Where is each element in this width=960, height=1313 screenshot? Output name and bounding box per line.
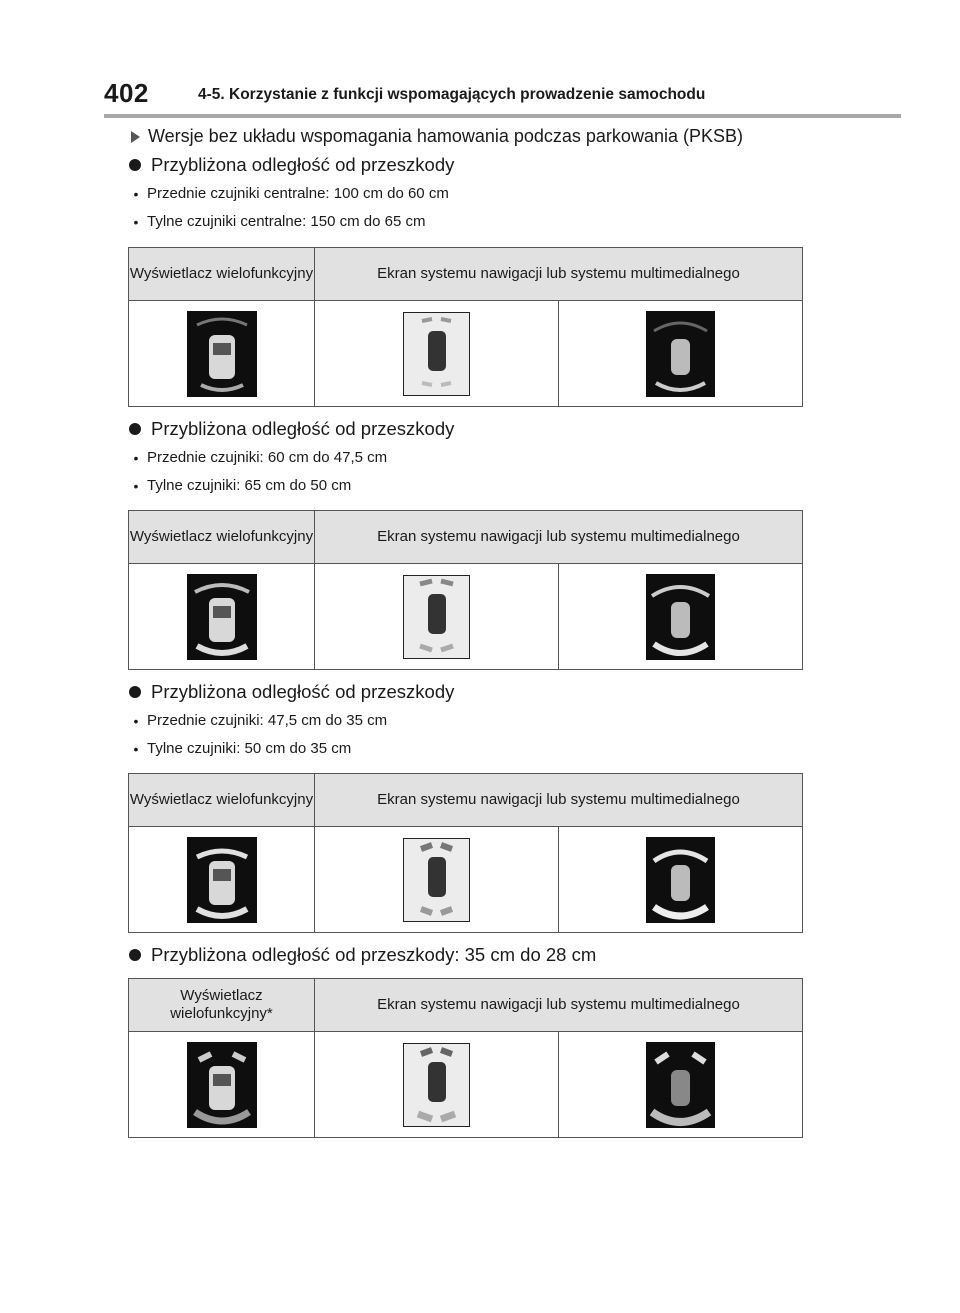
distance-section-4 [128, 942, 803, 968]
parking-sensor-display-icon [187, 1042, 257, 1128]
distance-heading: Przybliżona odległość od przeszkody: 35 cm do 28 cm [128, 942, 803, 968]
distance-heading: Przybliżona odległość od przeszkody [128, 416, 803, 442]
header-rule [104, 114, 901, 118]
list-item: • Tylne czujniki centralne: 150 cm do 65 cm [133, 213, 426, 230]
col-header-nav-screen: Ekran systemu nawigacji lub systemu multimedialnego [315, 979, 803, 1032]
table-cell [315, 1032, 559, 1138]
page-number: 402 [104, 78, 149, 108]
col-header-multi-display: Wyświetlacz wielofunkcyjny [129, 248, 315, 301]
display-table-4 [128, 978, 803, 1138]
table-cell [559, 1032, 803, 1138]
display-table-1 [128, 247, 803, 407]
table-cell [129, 564, 315, 670]
parking-sensor-multimedia-icon [646, 1042, 715, 1128]
bullet-dot-icon [129, 159, 141, 171]
col-header-multi-display: Wyświetlacz wielofunkcyjny* [129, 979, 315, 1032]
parking-sensor-nav-screen-icon [403, 838, 470, 922]
display-table-2 [128, 510, 803, 670]
parking-sensor-display-icon [187, 837, 257, 923]
col-header-multi-display: Wyświetlacz wielofunkcyjny [129, 511, 315, 564]
table-cell [559, 301, 803, 407]
table-cell [315, 827, 559, 933]
table-cell [315, 564, 559, 670]
section-heading [131, 126, 743, 147]
parking-sensor-multimedia-icon [646, 574, 715, 660]
distance-section-2 [128, 416, 803, 500]
distance-heading: Przybliżona odległość od przeszkody [128, 679, 803, 705]
triangle-right-icon [131, 131, 140, 143]
parking-sensor-multimedia-icon [646, 311, 715, 397]
col-header-nav-screen: Ekran systemu nawigacji lub systemu multimedialnego [315, 248, 803, 301]
parking-sensor-nav-screen-icon [403, 575, 470, 659]
table-cell [315, 301, 559, 407]
distance-section-1 [128, 152, 803, 236]
chapter-title: 4-5. Korzystanie z funkcji wspomagających prowadzenie samochodu [198, 86, 706, 103]
col-header-nav-screen: Ekran systemu nawigacji lub systemu multimedialnego [315, 774, 803, 827]
table-cell [559, 827, 803, 933]
bullet-dot-icon [129, 949, 141, 961]
list-item: • Przednie czujniki: 47,5 cm do 35 cm [133, 712, 388, 729]
parking-sensor-display-icon [187, 574, 257, 660]
list-item: • Tylne czujniki: 65 cm do 50 cm [133, 477, 352, 494]
table-cell [129, 827, 315, 933]
list-item: • Przednie czujniki: 60 cm do 47,5 cm [133, 449, 388, 466]
col-header-nav-screen: Ekran systemu nawigacji lub systemu multimedialnego [315, 511, 803, 564]
display-table-3 [128, 773, 803, 933]
table-cell [559, 564, 803, 670]
parking-sensor-nav-screen-icon [403, 312, 470, 396]
list-item: • Tylne czujniki: 50 cm do 35 cm [133, 740, 352, 757]
table-cell [129, 1032, 315, 1138]
list-item: • Przednie czujniki centralne: 100 cm do 60 cm [133, 185, 449, 202]
parking-sensor-multimedia-icon [646, 837, 715, 923]
distance-section-3 [128, 679, 803, 763]
parking-sensor-nav-screen-icon [403, 1043, 470, 1127]
col-header-multi-display: Wyświetlacz wielofunkcyjny [129, 774, 315, 827]
bullet-dot-icon [129, 686, 141, 698]
section-heading-text: Wersje bez układu wspomagania hamowania podczas parkowania (PKSB) [148, 126, 743, 146]
bullet-dot-icon [129, 423, 141, 435]
table-cell [129, 301, 315, 407]
parking-sensor-display-icon [187, 311, 257, 397]
distance-heading: Przybliżona odległość od przeszkody [128, 152, 803, 178]
